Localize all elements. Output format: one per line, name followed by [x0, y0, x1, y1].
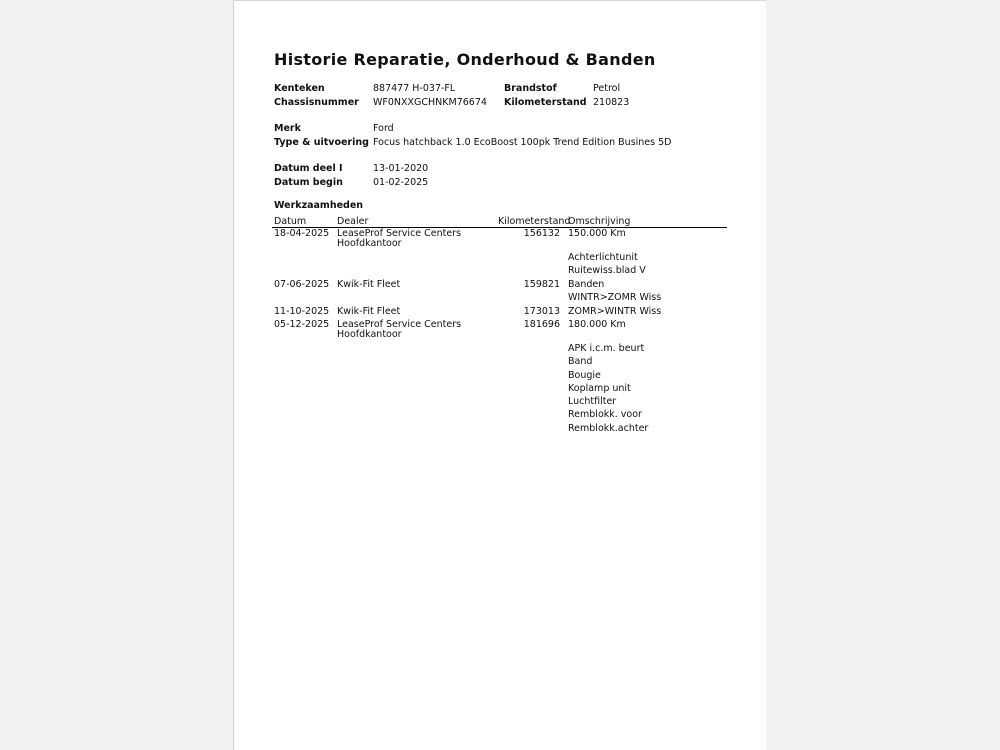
row-3-dealer: Kwik-Fit Fleet — [337, 306, 401, 317]
kenteken-value: 887477 H-037-FL — [373, 83, 456, 94]
row-2-desc-2: WINTR>ZOMR Wiss — [568, 292, 662, 303]
row-1-dealer: LeaseProf Service Centers — [337, 228, 462, 239]
row-1-desc-1: 150.000 Km — [568, 228, 626, 239]
kenteken-label: Kenteken — [274, 83, 325, 94]
type-uitvoering-value: Focus hatchback 1.0 EcoBoost 100pk Trend Edition Busines 5D — [373, 137, 672, 148]
row-3-desc-1: ZOMR>WINTR Wiss — [568, 306, 662, 317]
row-4-desc-8: Remblokk. voor — [568, 409, 642, 420]
row-2-date: 07-06-2025 — [274, 279, 330, 290]
column-header-omschrijving: Omschrijving — [568, 216, 631, 227]
kilometerstand-label: Kilometerstand — [504, 97, 587, 108]
datum-begin-label: Datum begin — [274, 177, 343, 188]
page-title: Historie Reparatie, Onderhoud & Banden — [274, 50, 656, 69]
brandstof-value: Petrol — [593, 83, 621, 94]
row-4-dealer: LeaseProf Service Centers — [337, 319, 462, 330]
chassisnummer-value: WF0NXXGCHNKM76674 — [373, 97, 487, 108]
column-header-kilometerstand: Kilometerstand — [498, 216, 571, 227]
row-3-date: 11-10-2025 — [274, 306, 330, 317]
row-4-desc-9: Remblokk.achter — [568, 423, 649, 434]
merk-value: Ford — [373, 123, 394, 134]
merk-label: Merk — [274, 123, 301, 134]
datum-deel-value: 13-01-2020 — [373, 163, 429, 174]
document-page — [233, 0, 766, 750]
row-1-date: 18-04-2025 — [274, 228, 330, 239]
row-4-desc-1: 180.000 Km — [568, 319, 626, 330]
column-header-datum: Datum — [274, 216, 307, 227]
row-2-desc-1: Banden — [568, 279, 605, 290]
werkzaamheden-heading: Werkzaamheden — [274, 200, 364, 211]
brandstof-label: Brandstof — [504, 83, 557, 94]
row-2-km: 159821 — [523, 279, 560, 290]
row-4-km: 181696 — [523, 319, 560, 330]
row-1-km: 156132 — [523, 228, 560, 239]
row-1-desc-4: Ruitewiss.blad V — [568, 265, 646, 276]
datum-deel-label: Datum deel I — [274, 163, 343, 174]
row-4-desc-6: Koplamp unit — [568, 383, 631, 394]
row-4-desc-5: Bougie — [568, 370, 601, 381]
row-4-date: 05-12-2025 — [274, 319, 330, 330]
datum-begin-value: 01-02-2025 — [373, 177, 429, 188]
row-4-dealer-line2: Hoofdkantoor — [337, 329, 402, 340]
chassisnummer-label: Chassisnummer — [274, 97, 359, 108]
row-3-km: 173013 — [523, 306, 560, 317]
column-header-dealer: Dealer — [337, 216, 369, 227]
row-2-dealer: Kwik-Fit Fleet — [337, 279, 401, 290]
type-uitvoering-label: Type & uitvoering — [274, 137, 369, 148]
kilometerstand-value: 210823 — [593, 97, 630, 108]
row-1-desc-3: Achterlichtunit — [568, 252, 638, 263]
row-1-dealer-line2: Hoofdkantoor — [337, 238, 402, 249]
row-4-desc-7: Luchtfilter — [568, 396, 617, 407]
row-4-desc-3: APK i.c.m. beurt — [568, 343, 645, 354]
row-4-desc-4: Band — [568, 356, 593, 367]
